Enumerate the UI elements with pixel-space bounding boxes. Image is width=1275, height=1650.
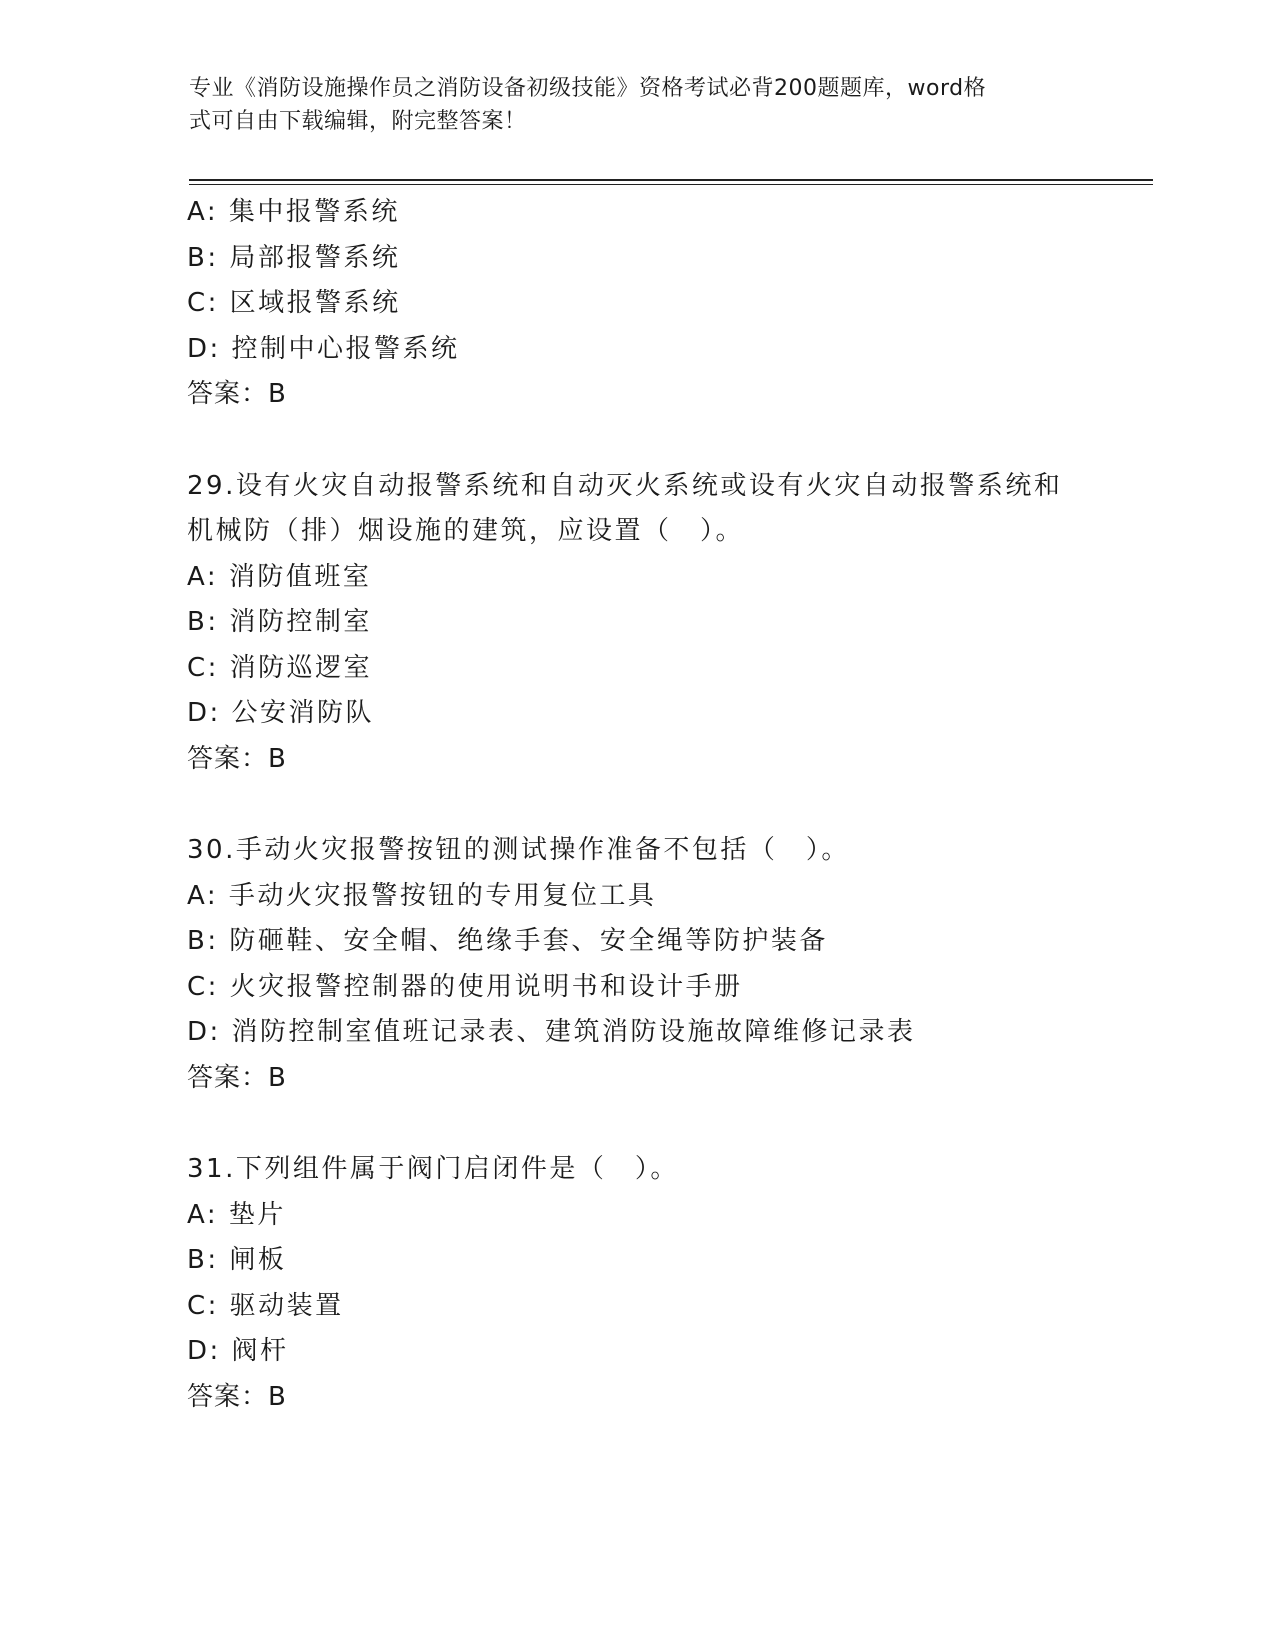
header-line-2: 式可自由下载编辑，附完整答案！ <box>189 109 527 134</box>
question-stem: 31.下列组件属于阀门启闭件是（ ）。 <box>187 1154 679 1184</box>
option-b: B: 局部报警系统 <box>187 242 401 273</box>
header-divider-thick <box>189 179 1153 181</box>
answer-line: 答案：B <box>187 379 287 409</box>
option-d: D: 控制中心报警系统 <box>187 333 460 364</box>
option-d: D: 消防控制室值班记录表、建筑消防设施故障维修记录表 <box>187 1017 916 1047</box>
option-a: A: 垫片 <box>187 1199 286 1230</box>
spacer <box>187 1101 1087 1147</box>
option-d: D: 阀杆 <box>187 1336 289 1366</box>
question-stem-line-1: 29.设有火灾自动报警系统和自动灭火系统或设有火灾自动报警系统和 <box>187 470 1063 501</box>
question-list <box>187 190 1087 1420</box>
question-30 <box>187 828 1087 1101</box>
option-a: A: 消防值班室 <box>187 561 372 592</box>
option-c: C: 火灾报警控制器的使用说明书和设计手册 <box>187 971 743 1002</box>
option-c: C: 消防巡逻室 <box>187 652 373 683</box>
spacer <box>187 782 1087 828</box>
header-line-1: 专业《消防设施操作员之消防设备初级技能》资格考试必背200题题库，word格 <box>189 76 987 101</box>
question-28 <box>187 190 1087 418</box>
question-31 <box>187 1147 1087 1420</box>
option-b: B: 防砸鞋、安全帽、绝缘手套、安全绳等防护装备 <box>187 926 828 956</box>
option-c: C: 区域报警系统 <box>187 288 401 318</box>
header-divider-thin <box>189 184 1153 185</box>
option-b: B: 闸板 <box>187 1245 287 1275</box>
question-29 <box>187 464 1087 783</box>
spacer <box>187 418 1087 464</box>
answer-line: 答案：B <box>187 1062 287 1093</box>
option-a: A: 集中报警系统 <box>187 197 400 227</box>
document-header <box>189 72 1089 138</box>
option-a: A: 手动火灾报警按钮的专用复位工具 <box>187 880 657 911</box>
option-c: C: 驱动装置 <box>187 1290 344 1321</box>
answer-line: 答案：B <box>187 1381 287 1412</box>
answer-line: 答案：B <box>187 743 287 774</box>
option-b: B: 消防控制室 <box>187 607 372 637</box>
question-stem-line-2: 机械防（排）烟设施的建筑，应设置（ ）。 <box>187 516 745 546</box>
option-d: D: 公安消防队 <box>187 698 375 728</box>
question-stem: 30.手动火灾报警按钮的测试操作准备不包括（ ）。 <box>187 835 850 865</box>
